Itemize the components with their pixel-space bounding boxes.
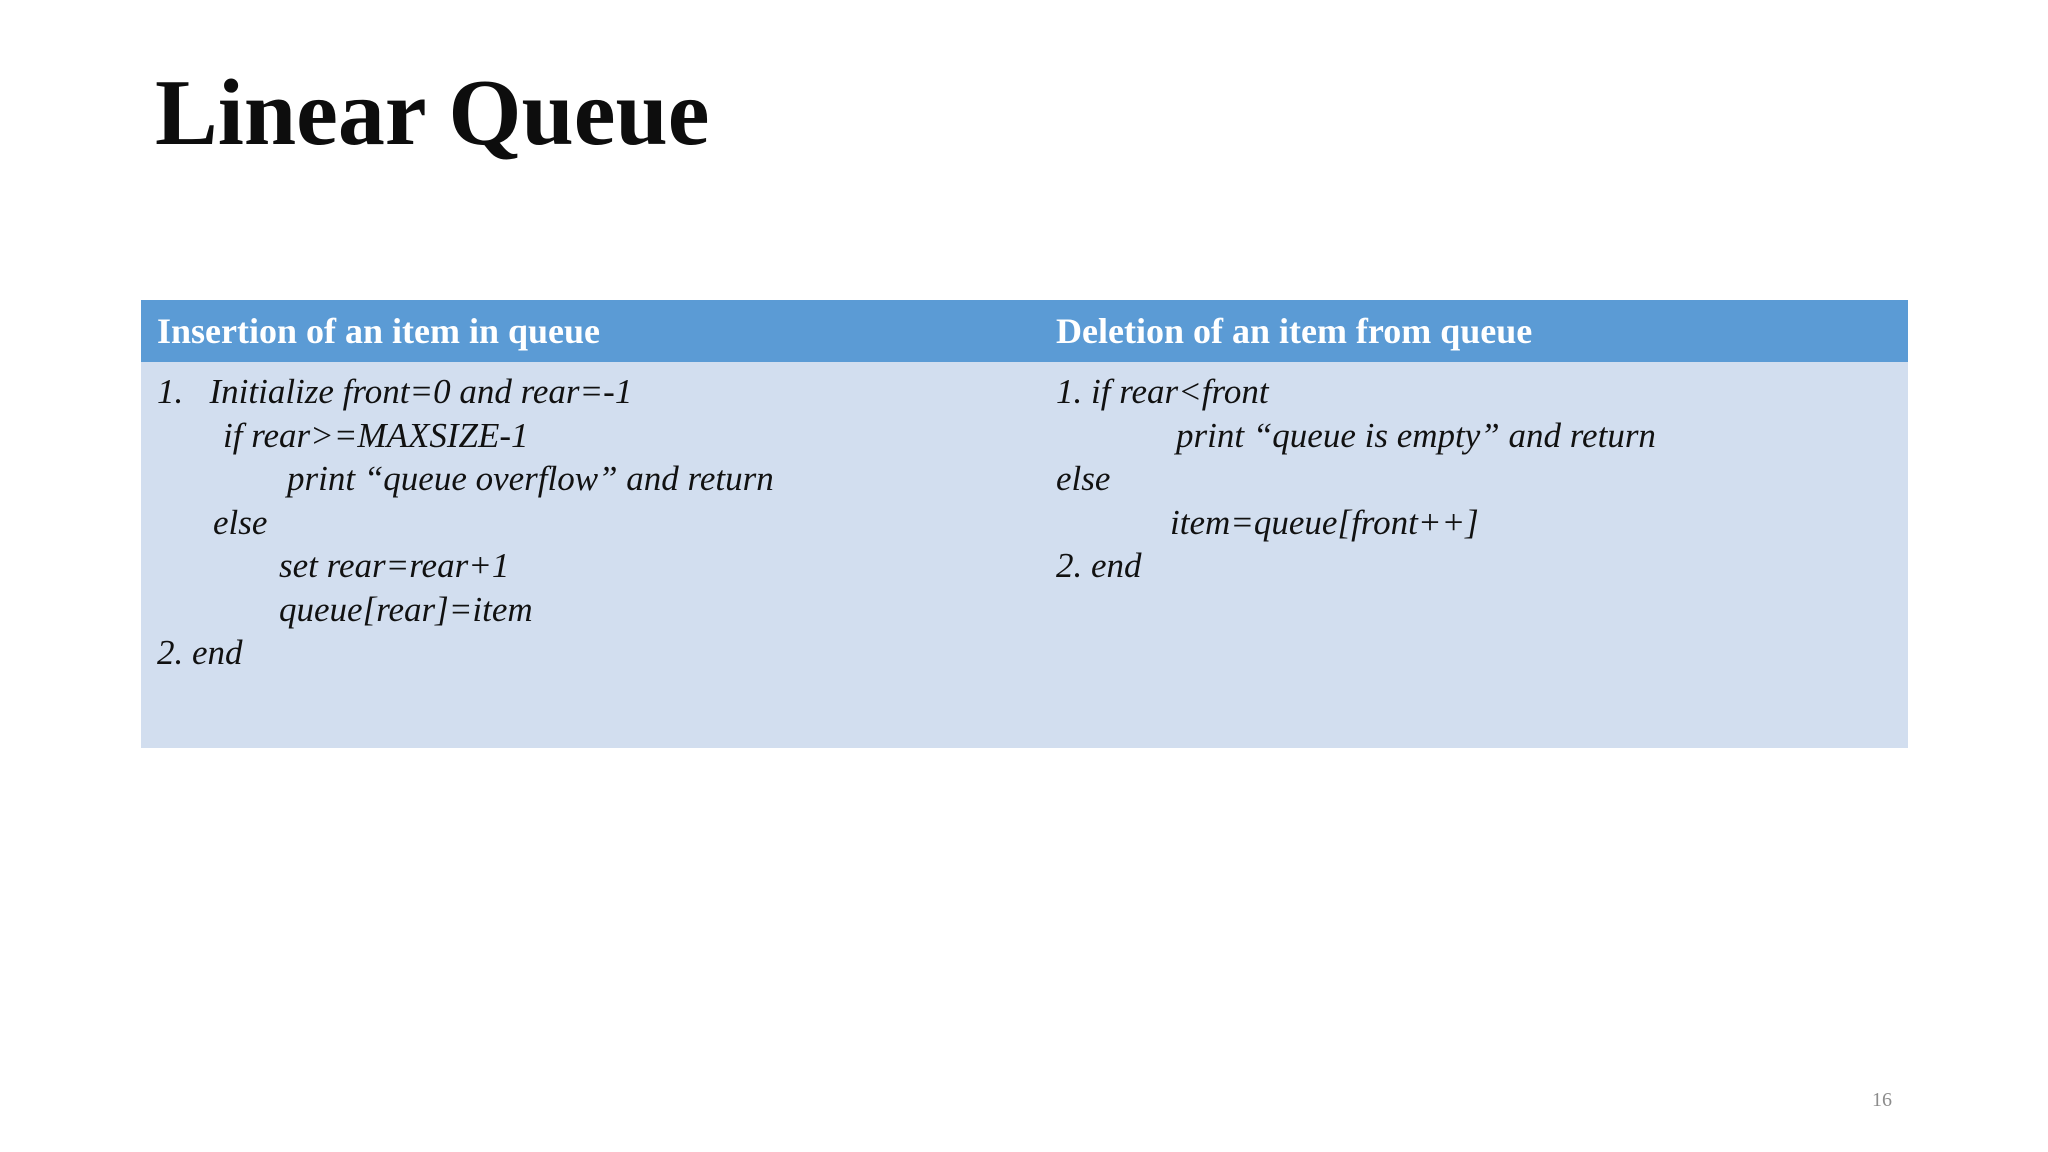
page-number: 16 [1872,1089,1892,1111]
insertion-line-initialize: 1. Initialize front=0 and rear=-1 [157,372,633,411]
deletion-algorithm-cell [1040,362,1908,748]
insertion-algorithm-cell [141,362,1040,748]
queue-operations-table [141,300,1908,748]
deletion-header: Deletion of an item from queue [1056,311,1533,351]
deletion-line-end: 2. end [1056,546,1142,585]
insertion-line-if-full: if rear>=MAXSIZE-1 [223,415,529,455]
insertion-line-assign: queue[rear]=item [279,589,533,629]
insertion-line-overflow: print “queue overflow” and return [287,459,774,498]
insertion-header: Insertion of an item in queue [157,311,601,351]
insertion-line-end: 2. end [157,633,243,672]
table-header-row [141,300,1908,362]
slide-title: Linear Queue [155,61,710,165]
insertion-line-else: else [213,502,268,542]
deletion-line-dequeue: item=queue[front++] [1170,502,1479,542]
deletion-line-else: else [1056,459,1111,498]
deletion-line-empty-message: print “queue is empty” and return [1176,415,1656,455]
table-body-row [141,362,1908,748]
deletion-line-if-empty: 1. if rear<front [1056,372,1269,411]
insertion-line-increment: set rear=rear+1 [279,546,510,585]
